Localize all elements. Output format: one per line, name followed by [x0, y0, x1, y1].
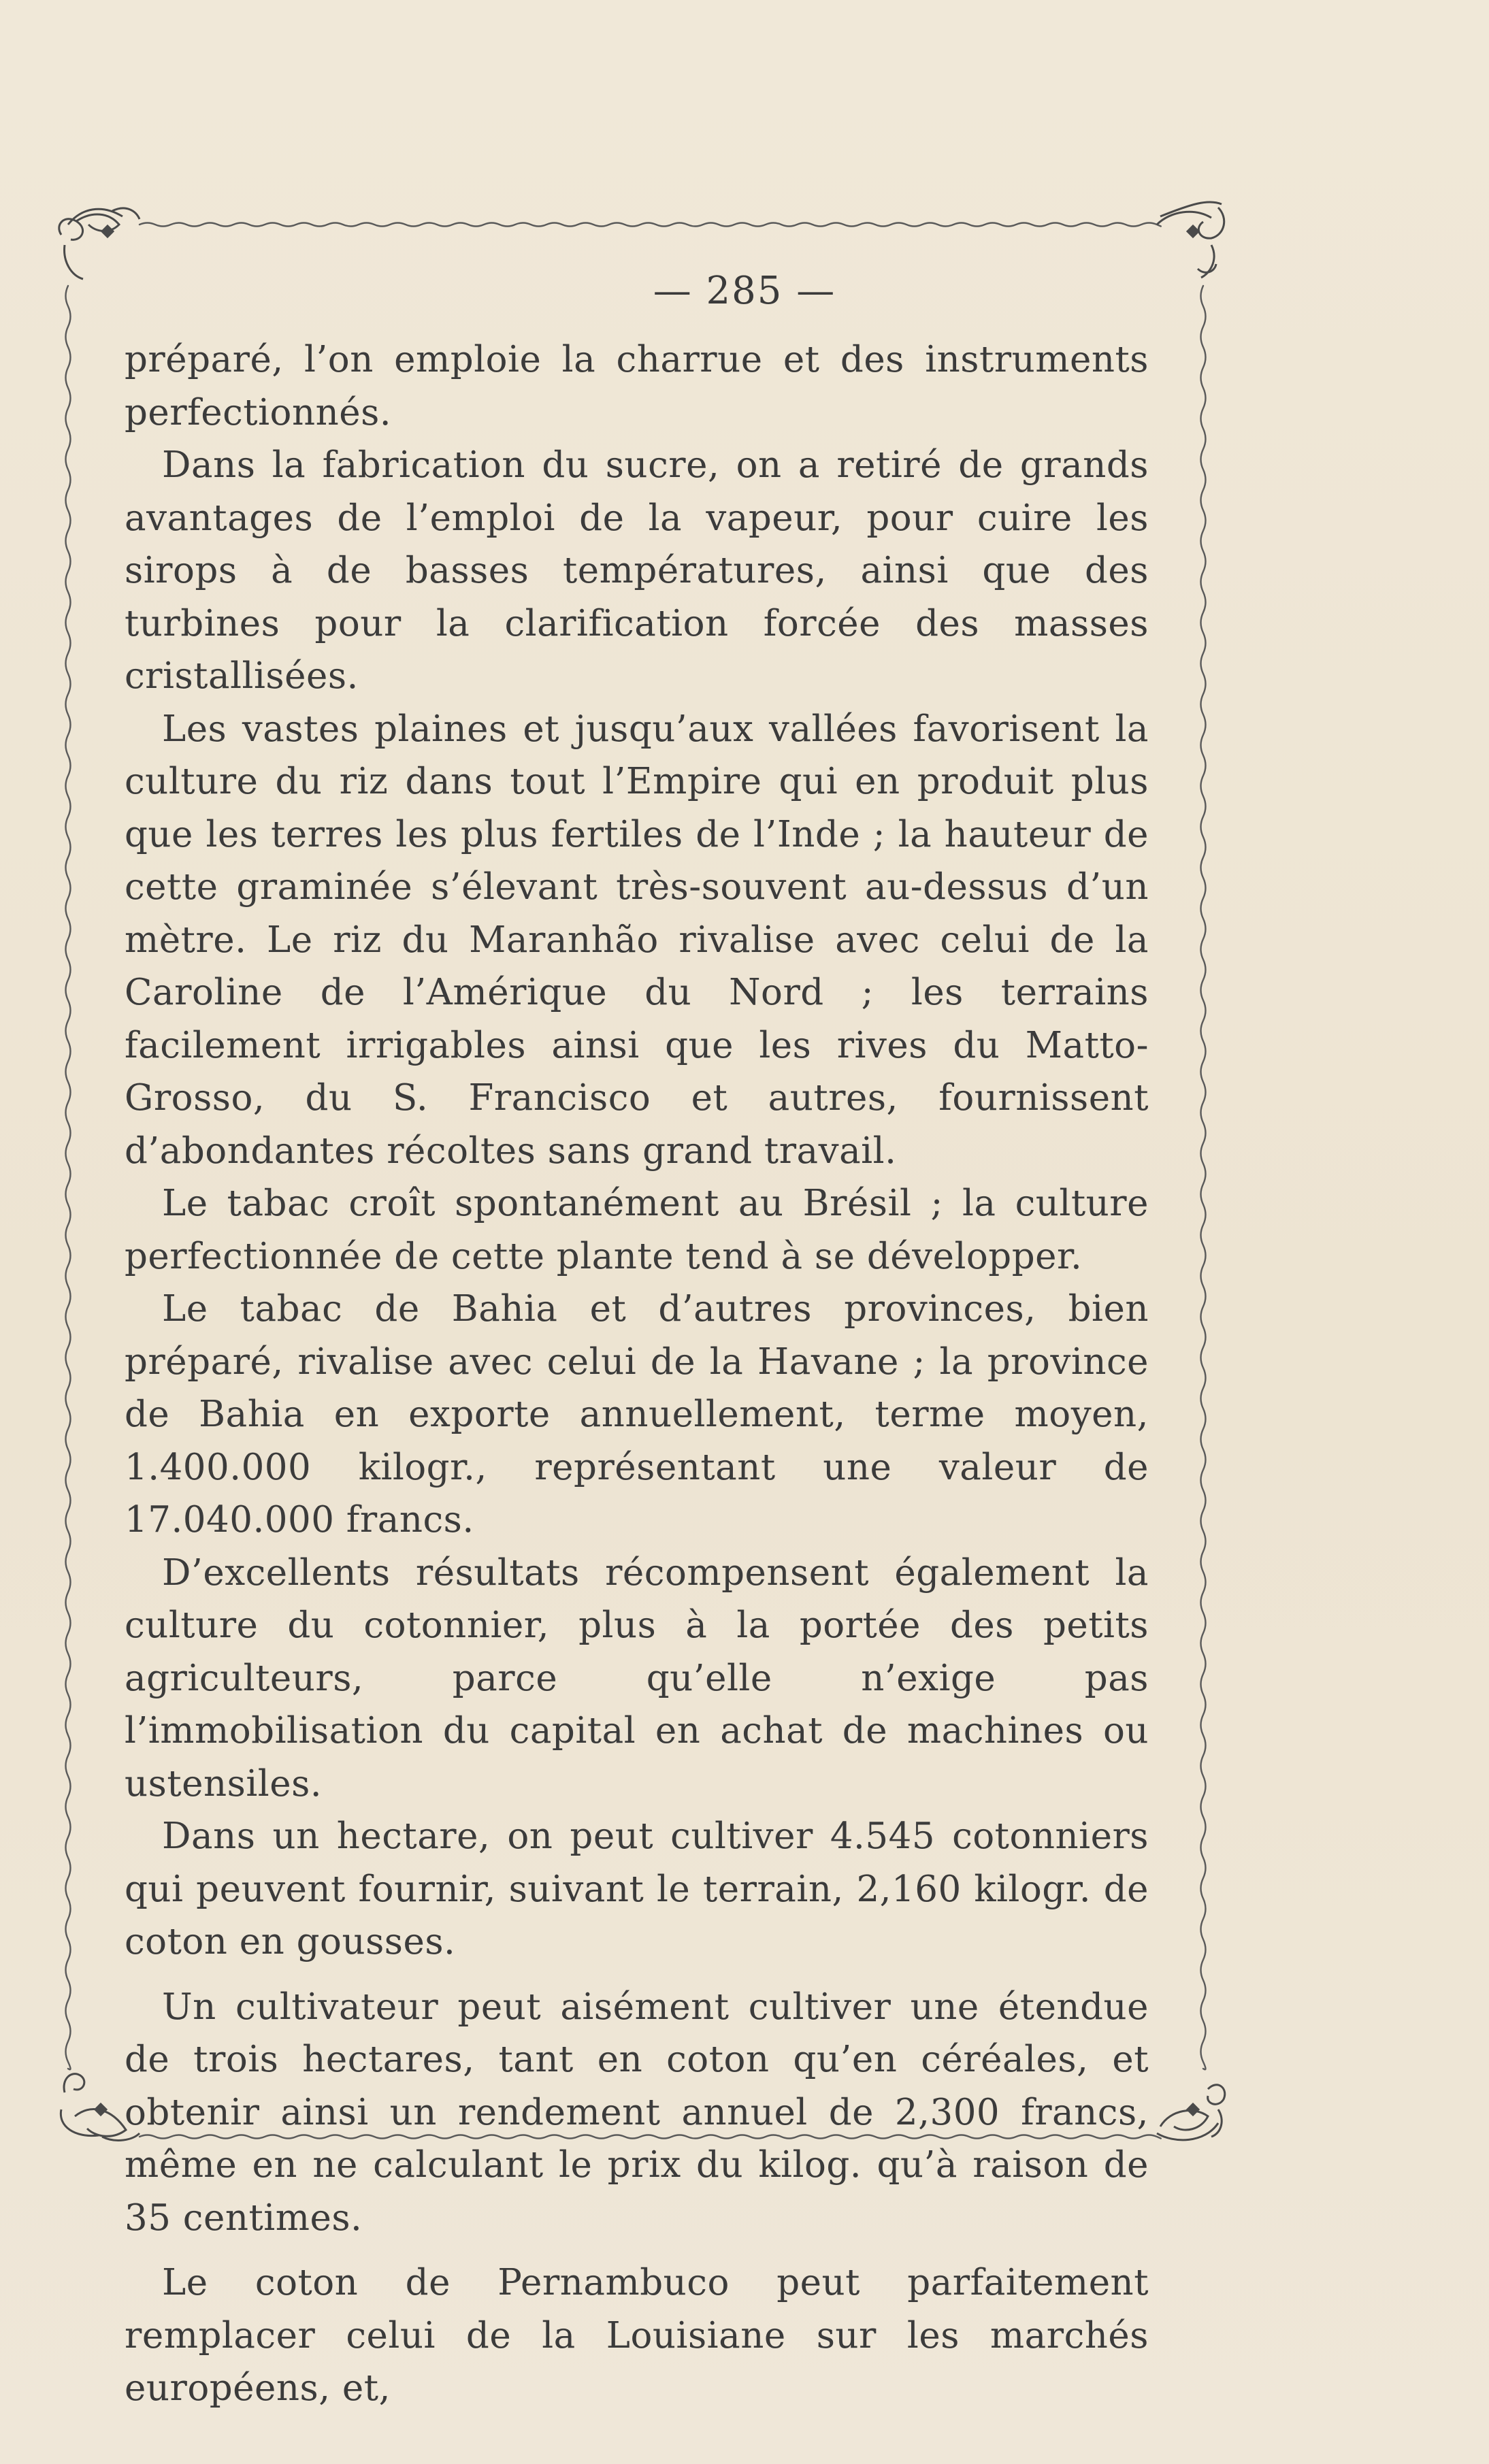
top-border-wave	[140, 223, 1161, 227]
body-text	[125, 333, 1149, 2415]
bottom-right-corner-ornament-icon	[1157, 2085, 1225, 2140]
paragraph-7: Dans un hectare, on peut cultiver 4.545 cotonniers qui peuvent fournir, suivant le terrain, 2,160 kilogr. de coton en gousses.	[125, 1816, 1149, 1962]
page-number: — 285 —	[653, 269, 836, 313]
left-border-wave	[66, 286, 71, 2069]
right-border-wave	[1201, 286, 1206, 2069]
paragraph-3: Les vastes plaines et jusqu’aux vallées favorisent la culture du riz dans tout l’Empire qui en produit plus que les terres les plus fertiles de l’Inde ; la hauteur de cette graminée s’élevant très-souvent au-dessus d’un mètre. Le riz du Maranhão rivalise avec celui de la Caroline de l’Amérique du Nord ; les terrains facilement irrigables ainsi que les rives du Matto-Grosso, du S. Francisco et autres, fournissent d’abondantes récoltes sans grand travail.	[125, 708, 1149, 1172]
paragraph-2: Dans la fabrication du sucre, on a retiré de grands avantages de l’emploi de la vapeur, pour cuire les sirops à de basses températures, ainsi que des turbines pour la clarification forcée des masses cristallisées.	[125, 444, 1149, 697]
paragraph-5: Le tabac de Bahia et d’autres provinces, bien préparé, rivalise avec celui de la Havane ; la province de Bahia en exporte annuellement, terme moyen, 1.400.000 kilogr., représentant une valeur de 17.040.000 francs.	[125, 1288, 1149, 1541]
paragraph-6: D’excellents résultats récompensent également la culture du cotonnier, plus à la portée des petits agriculteurs, parce qu’elle n’exige pas l’immobilisation du capital en achat de machines ou ustensiles.	[125, 1551, 1149, 1805]
paragraph-4: Le tabac croît spontanément au Brésil ; la culture perfectionnée de cette plante tend à se développer.	[125, 1183, 1149, 1277]
paragraph-1: préparé, l’on emploie la charrue et des instruments perfectionnés.	[125, 339, 1149, 433]
paragraph-9: Le coton de Pernambuco peut parfaitement remplacer celui de la Louisiane sur les marchés européens, et,	[125, 2262, 1149, 2409]
paragraph-8: Un cultivateur peut aisément cultiver une étendue de trois hectares, tant en coton qu’en céréales, et obtenir ainsi un rendement annuel de 2,300 francs, même en ne calculant le prix du kilog. qu’à raison de 35 centimes.	[125, 1986, 1149, 2239]
top-right-corner-ornament-icon	[1157, 202, 1224, 278]
